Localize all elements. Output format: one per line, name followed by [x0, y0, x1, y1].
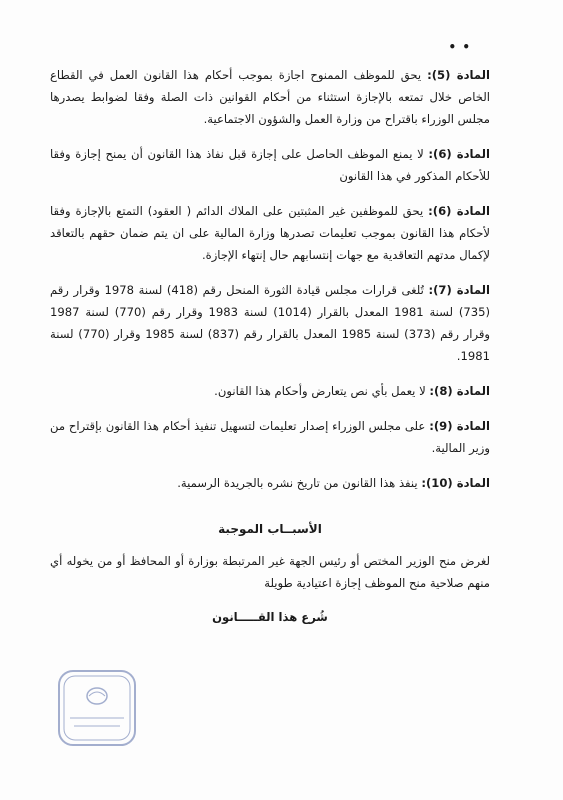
document-body	[50, 64, 490, 628]
article-text: لا يعمل بأي نص يتعارض وأحكام هذا القانون.	[214, 384, 430, 398]
closing-line: شُرع هذا القـــــانون	[212, 610, 328, 624]
reasons-text: لغرض منح الوزير المختص أو رئيس الجهة غير المرتبطة بوزارة أو المحافظ أو من يخوله أي منهم صلاحية منح الموظف إجازة اعتيادية طويلة	[50, 554, 490, 590]
article-6b	[50, 200, 490, 266]
article-label: المادة (5):	[427, 68, 490, 82]
reasons-title: الأسبــاب الموجبة	[218, 522, 322, 536]
article-label: المادة (6):	[428, 204, 491, 218]
article-text: تُلغى قرارات مجلس قيادة الثورة المنحل رقم (418) لسنة 1978 وقرار رقم (735) لسنة 1981 المعدل بالقرار (1014) لسنة 1983 وقرار رقم (770) لسنة 1987 وقرار رقم (373) لسنة 1985 المعدل بالقرار رقم (837) لسنة 1985 وقرار (770) لسنة 1981.	[50, 283, 491, 363]
article-9	[50, 415, 490, 459]
article-5	[50, 64, 490, 130]
article-label: المادة (10):	[421, 476, 490, 490]
article-text: يحق للموظف الممنوح اجازة بموجب أحكام هذا القانون العمل في القطاع الخاص خلال تمتعه بالإجازة استثناء من أحكام القوانين ذات الصلة وفقا لضوابط يصدرها مجلس الوزراء باقتراح من وزارة العمل والشؤون الاجتماعية.	[50, 68, 490, 126]
article-text: يحق للموظفين غير المثبتين على الملاك الدائم ( العقود) التمتع بالإجازة وفقا لأحكام هذا القانون بموجب تعليمات تصدرها وزارة المالية على ان يتم ضمان حقهم بالتعاقد لإكمال مدتهم التعاقدية مع جهات إنتسابهم حال إنتهاء الإجازة.	[50, 204, 490, 262]
article-text: ينفذ هذا القانون من تاريخ نشره بالجريدة الرسمية.	[177, 476, 422, 490]
article-label: المادة (7):	[428, 283, 490, 297]
official-stamp	[56, 668, 138, 748]
article-6a	[50, 143, 490, 187]
article-label: المادة (8):	[429, 384, 490, 398]
article-label: المادة (6):	[428, 147, 490, 161]
article-text: على مجلس الوزراء إصدار تعليمات لتسهيل تنفيذ أحكام هذا القانون بإقتراح من وزير المالية.	[50, 419, 490, 455]
article-label: المادة (9):	[429, 419, 490, 433]
article-text: لا يمنع الموظف الحاصل على إجازة قبل نفاذ هذا القانون أن يمنح إجازة وفقا للأحكام المذكور في هذا القانون	[50, 147, 490, 183]
article-10	[50, 472, 490, 494]
article-7	[50, 279, 490, 367]
article-8	[50, 380, 490, 402]
page-mark: • •	[448, 40, 471, 54]
